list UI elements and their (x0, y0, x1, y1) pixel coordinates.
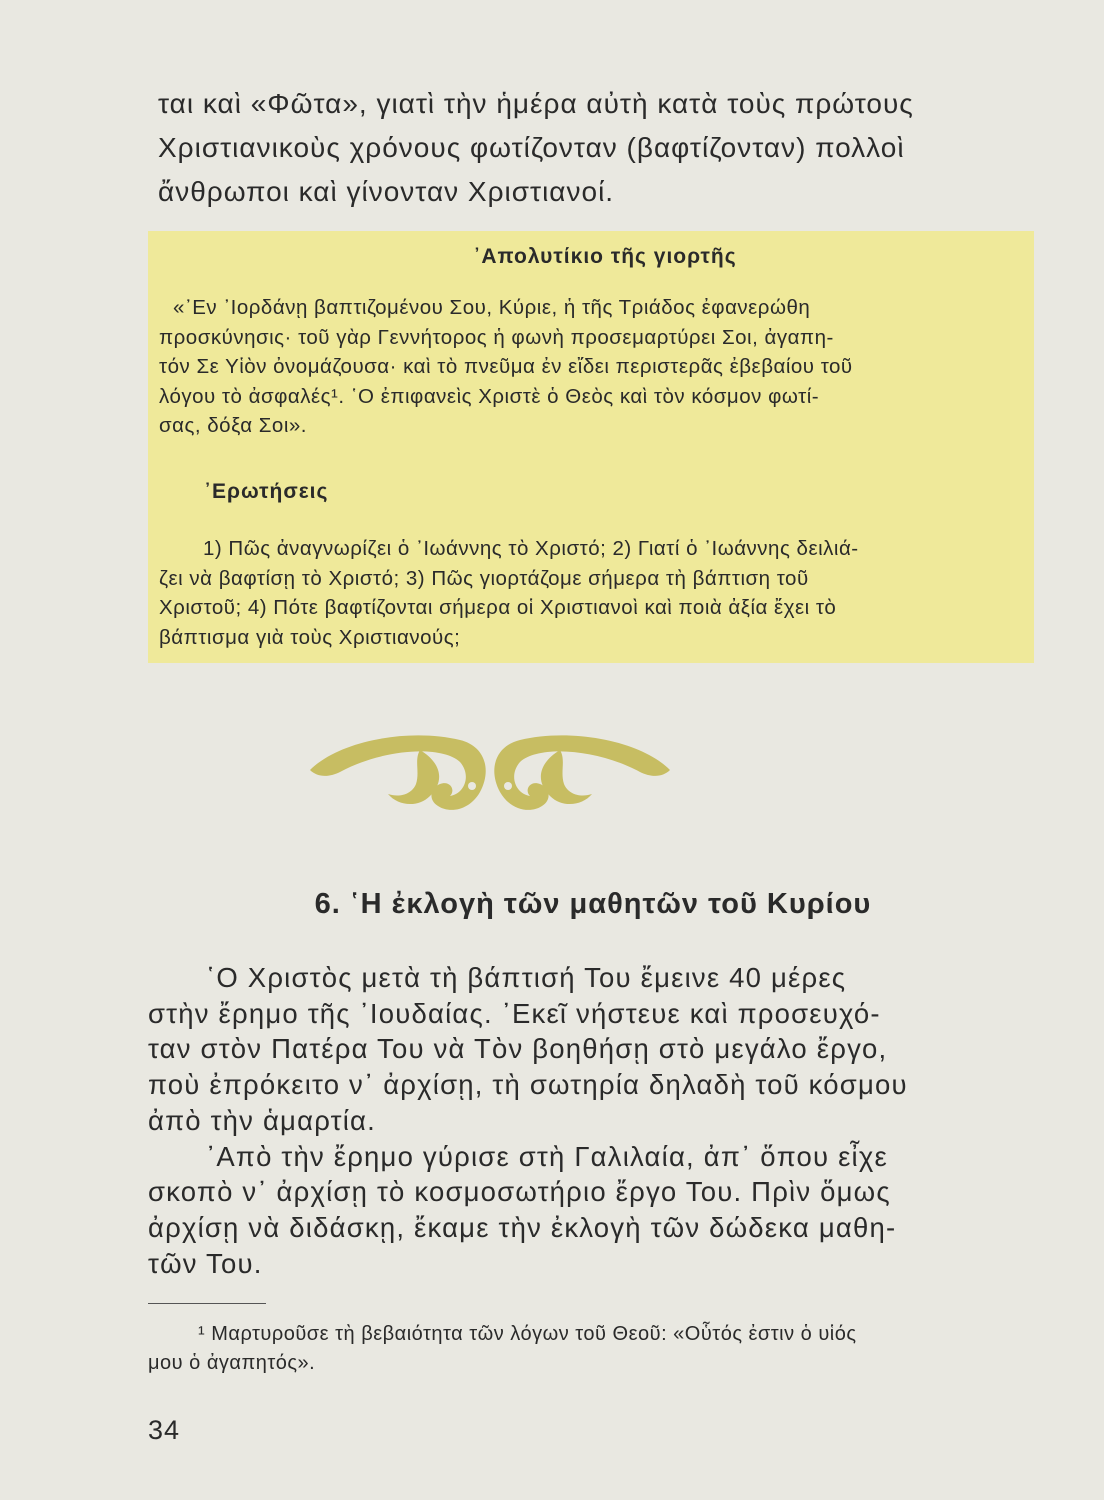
hymn-line: «᾿Εν ᾿Ιορδάνῃ βαπτιζομένου Σου, Κύριε, ἡ τῆς Τριάδος ἐφανερώθη (173, 296, 811, 319)
body-line: τῶν Του. (148, 1247, 263, 1279)
footnote-line: μου ὁ ἀγαπητός». (148, 1352, 316, 1374)
hymn-line: λόγου τὸ ἀσφαλές¹. ῾Ο ἐπιφανεὶς Χριστὲ ὁ Θεὸς καὶ τὸν κόσμον φωτί- (159, 384, 820, 408)
body-line: ἀπὸ τὴν ἁμαρτία. (148, 1104, 376, 1136)
body-line: ποὺ ἐπρόκειτο ν᾿ ἀρχίσῃ, τὴ σωτηρία δηλαδὴ τοῦ κόσμου (148, 1069, 908, 1101)
body-line: στὴν ἔρημο τῆς ᾿Ιουδαίας. ᾿Εκεῖ νήστευε καὶ προσευχό- (148, 997, 881, 1029)
hymn-line: τόν Σε Υἱὸν ὀνομάζουσα· καὶ τὸ πνεῦμα ἐν εἴδει περιστερᾶς ἐβεβαίου τοῦ (159, 355, 853, 378)
question-line: Χριστοῦ; 4) Πότε βαφτίζονται σήμερα οἱ Χριστιανοὶ καὶ ποιὰ ἀξία ἔχει τὸ (159, 596, 837, 619)
intro-line: Χριστιανικοὺς χρόνους φωτίζονταν (βαφτίζονταν) πολλοὶ (158, 132, 905, 163)
body-line: ἀρχίσῃ νὰ διδάσκῃ, ἔκαμε τὴν ἐκλογὴ τῶν δώδεκα μαθη- (148, 1211, 897, 1243)
question-line: 1) Πῶς ἀναγνωρίζει ὁ ᾿Ιωάννης τὸ Χριστό; 2) Γιατί ὁ ᾿Ιωάννης δειλιά- (203, 537, 859, 560)
chapter-body (148, 960, 1028, 1281)
footnote-divider (148, 1303, 266, 1304)
questions-heading: ᾿Ερωτήσεις (204, 480, 329, 503)
question-line: ζει νὰ βαφτίσῃ τὸ Χριστό; 3) Πῶς γιορτάζομε σήμερα τὴ βάπτιση τοῦ (159, 566, 809, 590)
apolytikion-title: ᾿Απολυτίκιο τῆς γιορτῆς (473, 245, 737, 268)
hymn-line: προσκύνησις· τοῦ γὰρ Γεννήτορος ἡ φωνὴ προσεμαρτύρει Σοι, ἀγαπη- (159, 325, 834, 349)
page-number: 34 (148, 1415, 181, 1445)
hymn-text (159, 293, 1027, 441)
apolytikion-box (148, 231, 1034, 663)
question-line: βάπτισμα γιὰ τοὺς Χριστιανούς; (159, 625, 461, 649)
intro-paragraph (158, 82, 1033, 214)
body-line: ᾿Απὸ τὴν ἔρημο γύρισε στὴ Γαλιλαία, ἀπ᾿ ὅπου εἶχε (206, 1140, 888, 1172)
questions-text (159, 534, 1027, 652)
intro-line: ται καὶ «Φῶτα», γιατὶ τὴν ἡμέρα αὐτὴ κατὰ τοὺς πρώτους (158, 88, 914, 119)
hymn-line: σας, δόξα Σοι». (159, 414, 307, 437)
chapter-heading: 6. ῾Η ἐκλογὴ τῶν μαθητῶν τοῦ Κυρίου (314, 888, 872, 920)
body-line: σκοπὸ ν᾿ ἀρχίσῃ τὸ κοσμοσωτήριο ἔργο Του. Πρὶν ὅμως (148, 1176, 891, 1208)
scroll-ornament-icon (300, 710, 680, 820)
body-line: ῾Ο Χριστὸς μετὰ τὴ βάπτισή Του ἔμεινε 40 μέρες (206, 962, 847, 993)
body-line: ταν στὸν Πατέρα Του νὰ Τὸν βοηθήσῃ στὸ μεγάλο ἔργο, (148, 1033, 888, 1065)
footnote (148, 1320, 1028, 1378)
footnote-line: ¹ Μαρτυροῦσε τὴ βεβαιότητα τῶν λόγων τοῦ Θεοῦ: «Οὗτός ἐστιν ὁ υἱός (198, 1323, 857, 1345)
intro-line: ἄνθρωποι καὶ γίνονταν Χριστιανοί. (158, 176, 615, 207)
